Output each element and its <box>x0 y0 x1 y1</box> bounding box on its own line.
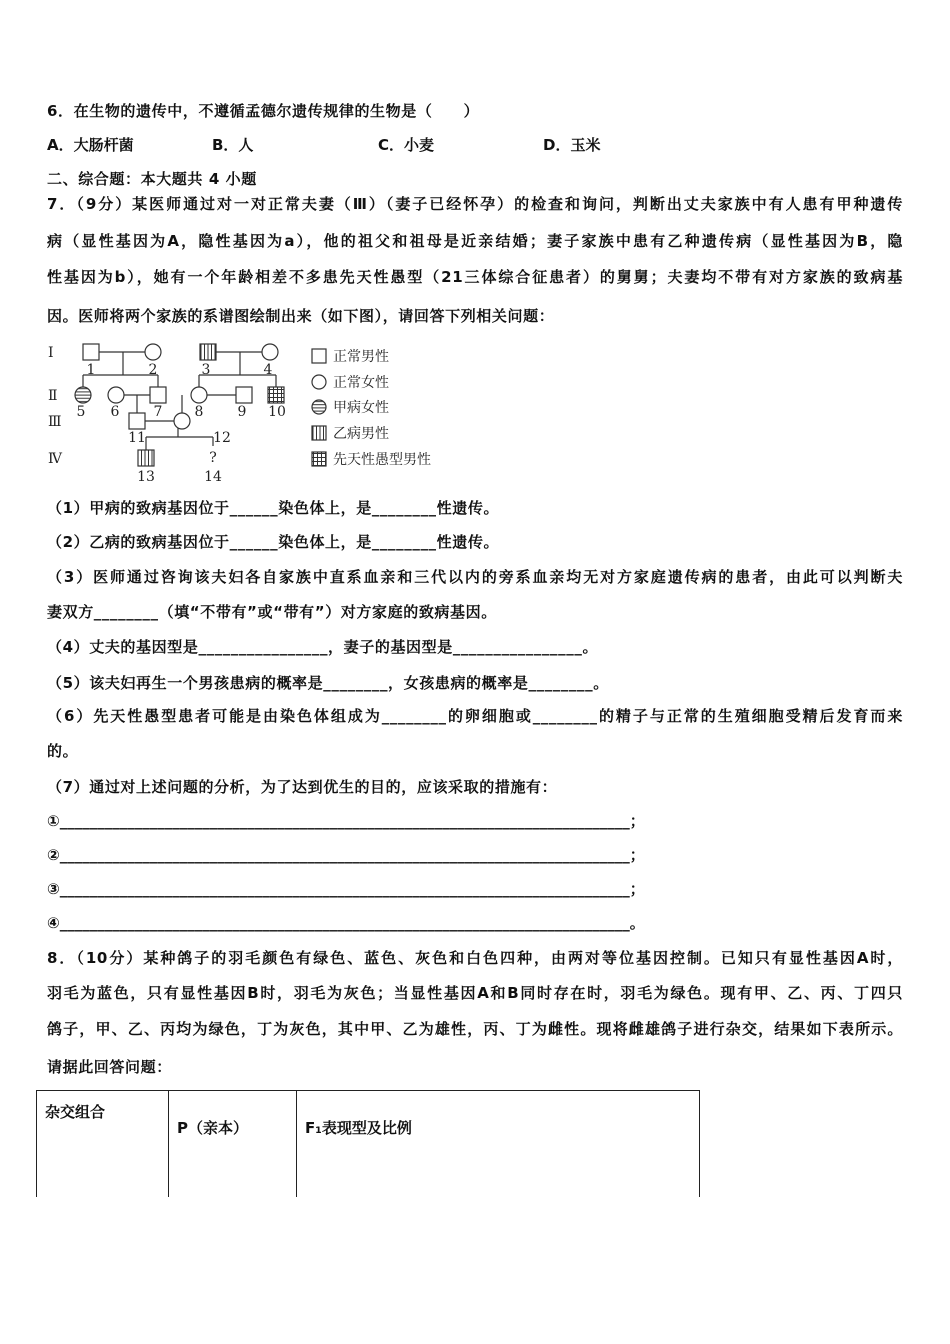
individual-number: 9 <box>237 404 247 420</box>
unknown-mark: ? <box>209 450 217 466</box>
individual-number: 8 <box>194 404 204 420</box>
q7-sub-6-cont: 的。 <box>47 742 79 760</box>
q7-sub-1: （1）甲病的致病基因位于______染色体上，是________性遗传。 <box>47 499 500 517</box>
q7-answer-line-2: ②____________________________________________________________________________； <box>47 846 645 864</box>
individual-number: 5 <box>76 404 86 420</box>
q8-line: 8．（10分）某种鸽子的羽毛颜色有绿色、蓝色、灰色和白色四种，由两对等位基因控制。已知只有显性基因A时， <box>47 949 903 967</box>
section-heading: 二、综合题：本大题共 4 小题 <box>47 170 257 188</box>
q6-option-d: D．玉米 <box>543 136 601 154</box>
individual-number: 14 <box>204 469 222 485</box>
header-f1-phenotype: F₁表现型及比例 <box>297 1091 700 1198</box>
individual-number: 12 <box>213 430 231 446</box>
q7-line: 性基因为b），她有一个年龄相差不多患先天性愚型（21三体综合征患者）的舅舅；夫妻均不带有对方家族的致病基 <box>47 268 903 286</box>
individual-2-normal-female <box>145 344 161 360</box>
individual-number: 1 <box>86 362 96 378</box>
legend-label: 先天性愚型男性 <box>333 452 431 468</box>
individual-3-disease-b-male <box>200 344 216 360</box>
legend-label: 正常男性 <box>333 349 389 365</box>
generation-label: Ⅱ <box>48 388 58 404</box>
q7-sub-5: （5）该夫妇再生一个男孩患病的概率是________，女孩患病的概率是________。 <box>47 674 609 692</box>
q7-line: 因。医师将两个家族的系谱图绘制出来（如下图），请回答下列相关问题： <box>47 307 555 325</box>
individual-number: 2 <box>148 362 158 378</box>
q6-option-a: A．大肠杆菌 <box>47 136 134 154</box>
individual-number: 10 <box>268 404 286 420</box>
individual-number: 6 <box>110 404 120 420</box>
q8-line: 羽毛为蓝色，只有显性基因B时，羽毛为灰色；当显性基因A和B同时存在时，羽毛为绿色。现有甲、乙、丙、丁四只 <box>47 984 903 1002</box>
individual-4-normal-female <box>262 344 278 360</box>
individual-12-normal-female <box>174 413 190 429</box>
table-header-row <box>37 1091 700 1198</box>
generation-labels <box>48 345 63 467</box>
individual-10-down-syndrome-male <box>268 387 284 403</box>
header-cross-combination: 杂交组合 <box>37 1091 169 1198</box>
individual-8-normal-female <box>191 387 207 403</box>
individual-1-normal-male <box>83 344 99 360</box>
q7-answer-line-3: ③____________________________________________________________________________； <box>47 880 645 898</box>
legend-label: 甲病女性 <box>333 400 389 416</box>
q7-sub-4: （4）丈夫的基因型是________________，妻子的基因型是________________。 <box>47 638 599 656</box>
generation-label: Ⅳ <box>48 451 62 467</box>
individual-13-disease-b-male <box>138 450 154 466</box>
q7-line: 病（显性基因为A，隐性基因为a），他的祖父和祖母是近亲结婚；妻子家族中患有乙种遗传病（显性基因为B，隐 <box>47 232 903 250</box>
q8-line: 鸽子，甲、乙、丙均为绿色，丁为灰色，其中甲、乙为雄性，丙、丁为雌性。现将雌雄鸽子进行杂交，结果如下表所示。 <box>47 1020 903 1038</box>
q7-sub-3: （3）医师通过咨询该夫妇各自家族中直系血亲和三代以内的旁系血亲均无对方家庭遗传病的患者，由此可以判断夫 <box>47 568 903 586</box>
q7-answer-line-1: ①____________________________________________________________________________； <box>47 812 645 830</box>
legend-label: 正常女性 <box>333 375 389 391</box>
individual-number: 13 <box>137 469 155 485</box>
individual-number: 7 <box>153 404 163 420</box>
individual-11-normal-male <box>129 413 145 429</box>
q8-line: 请据此回答问题： <box>47 1058 172 1076</box>
cross-results-table <box>36 1090 700 1197</box>
generation-label: Ⅰ <box>48 345 54 361</box>
q7-sub-7: （7）通过对上述问题的分析，为了达到优生的目的，应该采取的措施有： <box>47 778 558 796</box>
header-parents: P（亲本） <box>169 1091 297 1198</box>
legend-label: 乙病男性 <box>333 426 389 442</box>
q7-line: 7．（9分）某医师通过对一对正常夫妻（Ⅲ）（妻子已经怀孕）的检查和询问，判断出丈夫家族中有人患有甲种遗传 <box>47 195 903 213</box>
individual-5-disease-a-female <box>75 387 91 403</box>
individual-7-normal-male <box>150 387 166 403</box>
generation-label: Ⅲ <box>48 414 62 430</box>
individual-number: 4 <box>263 362 273 378</box>
pedigree-diagram <box>0 0 950 500</box>
individual-9-normal-male <box>236 387 252 403</box>
q6-option-b: B．人 <box>212 136 254 154</box>
q7-sub-3-cont: 妻双方________（填“不带有”或“带有”）对方家庭的致病基因。 <box>47 603 497 621</box>
q7-answer-line-4: ④____________________________________________________________________________。 <box>47 914 645 932</box>
q7-sub-6: （6）先天性愚型患者可能是由染色体组成为________的卵细胞或________的精子与正常的生殖细胞受精后发育而来 <box>47 707 903 725</box>
q7-sub-2: （2）乙病的致病基因位于______染色体上，是________性遗传。 <box>47 533 500 551</box>
individual-number: 11 <box>128 430 146 446</box>
q6-option-c: C．小麦 <box>378 136 435 154</box>
individual-number: 3 <box>201 362 211 378</box>
q6-stem: 6．在生物的遗传中，不遵循孟德尔遗传规律的生物是（ ） <box>47 102 480 120</box>
individual-6-normal-female <box>108 387 124 403</box>
pedigree-legend <box>312 348 431 468</box>
